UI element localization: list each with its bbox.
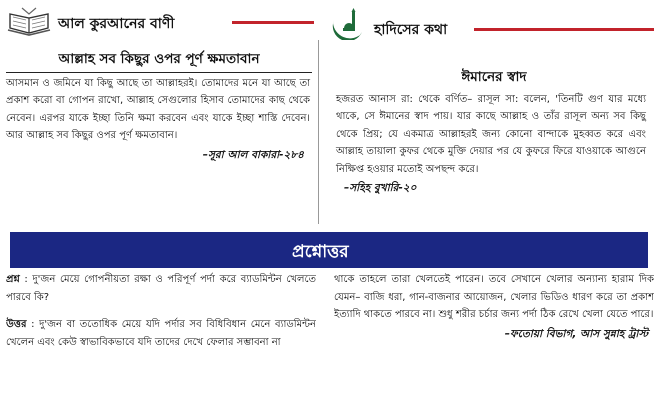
hadith-text: হজরত আনাস রা: থেকে বর্ণিত– রাসূল সা: বলেন, 'তিনটি গুণ যার মধ্যে থাকে, সে ঈমানের স্বাদ পায়। যার কাছে আল্লাহ ও তাঁর রাসূল অন্য সব কিছু থেকে প্রিয়; যে একমাত্র আল্লাহরই জন্য কোনো বান্দাকে মুহব্বত করে এবং আল্লাহ তায়ালা কুফর থেকে মুক্তি দেয়ার পর যে কুফরে ফিরে যাওয়াকে আগুনে নিক্ষিপ্ত হওয়ার মতোই অপছন্দ করে। xyxy=(336,94,646,175)
hadith-title-rule xyxy=(474,28,654,31)
quran-section xyxy=(0,0,316,232)
quran-book-icon xyxy=(6,6,52,36)
answer-text-part1: : দু'জন বা ততোধিক মেয়ে যদি পর্দার সব বিধিবিধান মেনে ব্যাডমিন্টন খেলেন এবং কেউ স্বাভাবিকভাবে যদি তাদের দেখে ফেলার সম্ভাবনা না xyxy=(6,319,316,348)
quran-section-title: আল কুরআনের বাণী xyxy=(58,16,175,32)
qa-banner xyxy=(10,232,648,268)
column-divider xyxy=(318,40,319,224)
answer-label: উত্তর xyxy=(6,319,27,331)
quran-verse-text: আসমান ও জমিনে যা কিছু আছে তা আল্লাহরই। তোমাদের মনে যা আছে তা প্রকাশ করো বা গোপন রাখো, আল্লাহ সেগুলোর হিসাব তোমাদের কাছ থেকে নেবেন। এরপর যাকে ইচ্ছা তিনি ক্ষমা করবেন এবং যাকে ইচ্ছা শাস্তি দেবেন। আর আল্লাহ সব কিছুর ওপর পূর্ণ ক্ষমতাবান। xyxy=(6,78,310,142)
qa-banner-title: প্রশ্নোত্তর xyxy=(292,242,349,262)
hadith-subtitle: ঈমানের স্বাদ xyxy=(461,69,527,85)
quran-subtitle: আল্লাহ সব কিছুর ওপর পূর্ণ ক্ষমতাবান xyxy=(6,48,312,73)
question-paragraph xyxy=(6,271,316,306)
quran-header xyxy=(0,0,316,44)
answer-text-part2: থাকে তাহলে তারা খেলতেই পারেন। তবে সেখানে খেলার অন্যান্য হারাম দিক যেমন– বাজি ধরা, গান-বাজনার আয়োজন, খেলার ভিডিও ধারণ করে তা প্রকাশ ইত্যাদি থাকতে পারবে না। শুধু শরীর চর্চার জন্য পর্দা ঠিক রেখে খেলা যেতে পারে। xyxy=(334,274,654,321)
question-label: প্রশ্ন xyxy=(6,274,20,285)
qa-left-column xyxy=(6,271,316,407)
mosque-logo-icon xyxy=(330,8,368,40)
hadith-section-title: হাদিসের কথা xyxy=(374,22,448,38)
quran-verse-source: –সূরা আল বাকারা-২৮৪ xyxy=(202,148,304,161)
fatwa-source: –ফতোয়া বিভাগ, আস সুন্নাহ ট্রাস্ট xyxy=(504,327,648,340)
hadith-header xyxy=(328,0,660,44)
quran-title-rule xyxy=(232,21,314,24)
qa-right-column xyxy=(334,271,654,407)
question-text: : দু'জন মেয়ে গোপনীয়তা রক্ষা ও পরিপূর্ণ পর্দা করে ব্যাডমিন্টন খেলতে পারবে কি? xyxy=(6,274,316,303)
hadith-section xyxy=(328,0,660,232)
hadith-source: –সহিহ বুখারি-২০ xyxy=(344,182,417,195)
answer-paragraph xyxy=(6,316,316,351)
